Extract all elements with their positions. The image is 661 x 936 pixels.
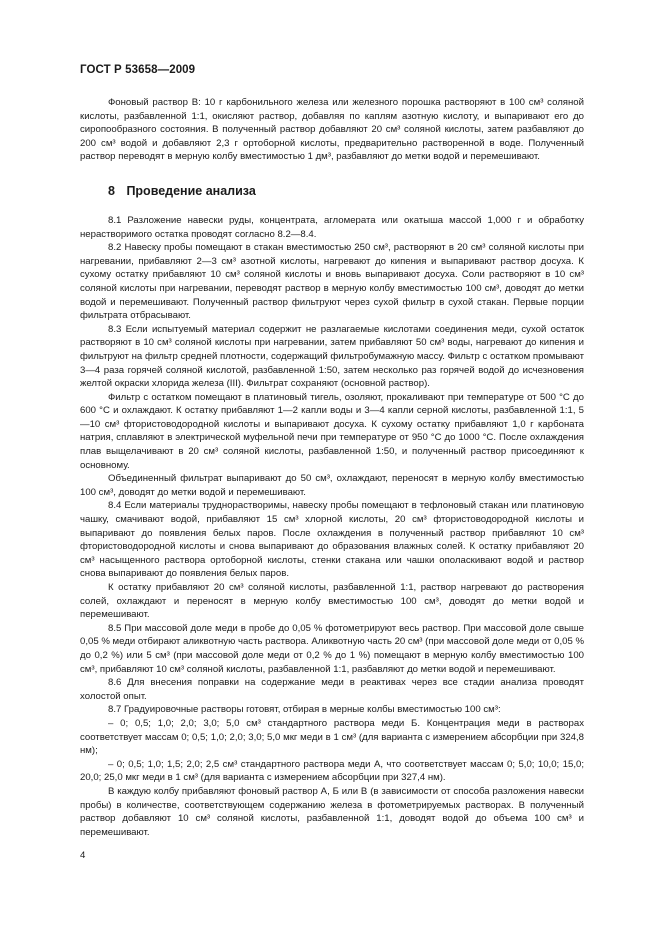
paragraph-8-7: 8.7 Градуировочные растворы готовят, отбирая в мерные колбы вместимостью 100 см³: [108,704,501,716]
paragraph-8-4: 8.4 Если материалы труднорастворимы, навеску пробы помещают в тефлоновый стакан или платиновую чашку, смачивают водой, прибавляют 15 см³ хлорной кислоты, 20 см³ фтористоводородной кислоты и выпаривают до появления белых паров. После охлаждения в полученный раствор прибавляют 10 см³ фтористоводородной кислоты и снова выпаривают до образования влажных солей. К остатку прибавляют 20 см³ насыщенного раствора ортоборной кислоты, стенки стакана или чашки ополаскивают водой и раствор снова выпаривают до появления белых паров. [80,500,584,580]
list-item-solution-b: – 0; 0,5; 1,0; 2,0; 3,0; 5,0 см³ стандартного раствора меди Б. Концентрация меди в растворах соответствует массам 0; 0,5; 1,0; 2,0; 3,0; 5,0 мкг меди в 1 см³ (для варианта с измерением абсорбции при 324,8 нм); [80,717,584,757]
paragraph-8-3-combined: Объединенный фильтрат выпаривают до 50 см³, охлаждают, переносят в мерную колбу вместимостью 100 см³, доводят до метки водой и перемешивают. [80,473,584,498]
section-number: 8 [108,183,115,198]
section-title: Проведение анализа [126,183,256,198]
paragraph-8-7-background: В каждую колбу прибавляют фоновый раствор А, Б или В (в зависимости от способа разложения навески пробы) в количестве, соответствующем содержанию железа в фотометрируемых растворах. В полученный раствор добавляют 10 см³ соляной кислоты, разбавленной 1:1, доводят водой до объема 100 см³ и перемешивают. [80,785,584,838]
document-body [80,96,584,839]
list-item-solution-a: – 0; 0,5; 1,0; 1,5; 2,0; 2,5 см³ стандартного раствора меди А, что соответствует массам 0; 5,0; 10,0; 15,0; 20,0; 25,0 мкг меди в 1 см³ (для варианта с измерением абсорбции при 327,4 нм). [80,758,584,784]
paragraph-8-1: 8.1 Разложение навески руды, концентрата, агломерата или окатыша массой 1,000 г и обработку нерастворимого остатка проводят согласно 8.2—8.4. [80,214,584,240]
paragraph-8-3: 8.3 Если испытуемый материал содержит не разлагаемые кислотами соединения меди, сухой остаток растворяют в 10 см³ соляной кислоты при нагревании, затем прибавляют 50 см³ воды, нагревают до кипения и фильтруют на фильтр средней плотности, содержащий фильтробумажную массу. Фильтр с остатком промывают 3—4 раза горячей соляной кислотой, разбавленной 1:50, затем несколько раз горячей водой до исчезновения желтой окраски хлорида железа (III). Фильтрат сохраняют (основной раствор). [80,323,584,390]
paragraph-8-4-residue: К остатку прибавляют 20 см³ соляной кислоты, разбавленной 1:1, раствор нагревают до растворения солей, охлаждают и переносят в мерную колбу вместимостью 100 см³, доводят до метки водой и перемешивают. [80,582,584,621]
intro-paragraph: Фоновый раствор В: 10 г карбонильного железа или железного порошка растворяют в 100 см³ соляной кислоты, разбавленной 1:1, окисляют раствор, добавляя по каплям азотную кислоту, и выпаривают его до сиропообразного состояния. В полученный раствор добавляют 20 см³ соляной кислоты, затем разбавляют до 200 см³ водой и добавляют 2,3 г ортоборной кислоты, предварительно растворенной в воде. Полученный раствор переводят в мерную колбу вместимостью 1 дм³, разбавляют до метки водой и перемешивают. [80,97,584,163]
paragraph-8-6: 8.6 Для внесения поправки на содержание меди в реактивах через все стадии анализа проводят холостой опыт. [80,677,584,702]
paragraph-8-2: 8.2 Навеску пробы помещают в стакан вместимостью 250 см³, растворяют в 20 см³ соляной кислоты при нагревании, прибавляют 2—3 см³ азотной кислоты, нагревают до кипения и выпаривают раствор досуха. К сухому остатку прибавляют 10 см³ соляной кислоты и вновь выпаривают досуха. Соли растворяют в 10 см³ соляной кислоты при нагревании, переводят раствор в мерную колбу вместимостью 100 см³, доводят до метки водой и перемешивают. Полученный раствор фильтруют через сухой фильтр в сухой стакан. Первые порции фильтрата отбрасывают. [80,242,584,322]
paragraph-8-3-filter: Фильтр с остатком помещают в платиновый тигель, озоляют, прокаливают при температуре от 500 °С до 600 °С и охлаждают. К остатку прибавляют 1—2 капли воды и 3—4 капли серной кислоты, разбавленной 1:1, 5—10 см³ фтористоводородной кислоты и выпаривают досуха. К сухому остатку прибавляют 1,0 г карбоната натрия, сплавляют в электрической муфельной печи при температуре от 950 °С до 1000 °С. После охлаждения плав выщелачивают в 20 см³ соляной кислоты, разбавленной 1:50, и полученный раствор присоединяют к основному. [80,391,584,471]
paragraph-8-5: 8.5 При массовой доле меди в пробе до 0,05 % фотометрируют весь раствор. При массовой доле свыше 0,05 % меди отбирают аликвотную часть раствора. Аликвотную часть 20 см³ (при массовой доле меди от 0,05 % до 0,2 %) или 5 см³ (при массовой доле меди от 0,2 % до 1 %) помещают в мерную колбу вместимостью 100 см³, прибавляют 10 см³ соляной кислоты, разбавленной 1:1, разбавляют до метки водой и перемешивают. [80,622,584,675]
page-number: 4 [80,850,86,861]
section-heading [80,183,584,199]
document-header: ГОСТ Р 53658—2009 [80,64,196,76]
